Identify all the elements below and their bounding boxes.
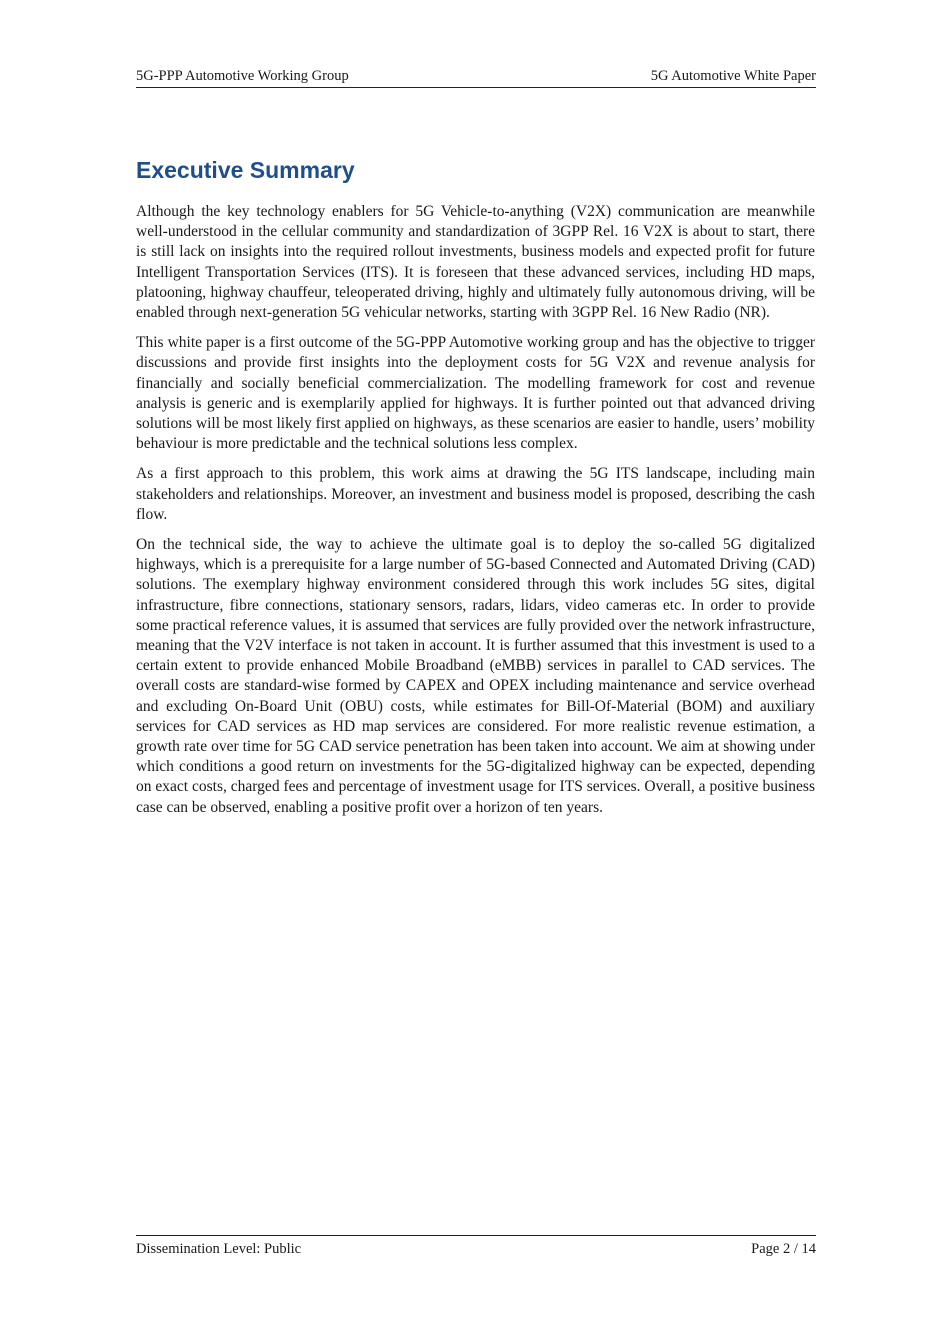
page-footer — [136, 1235, 816, 1260]
paragraph-3: As a first approach to this problem, this work aims at drawing the 5G ITS landscape, including main stakeholders and relationships. Moreover, an investment and business model is proposed, describing the cash flow. — [136, 465, 815, 523]
paragraph-2: This white paper is a first outcome of the 5G-PPP Automotive working group and has the objective to trigger discussions and provide first insights into the deployment costs for 5G V2X and revenue analysis for financially and socially beneficial commercialization. The modelling framework for cost and revenue analysis is generic and is exemplarily applied for highways. It is further pointed out that advanced driving solutions will be most likely first applied on highways, as these scenarios are easier to handle, users’ mobility behaviour is more predictable and the technical solutions less complex. — [136, 334, 815, 453]
footer-page-number: Page 2 / 14 — [751, 1241, 816, 1257]
footer-dissemination-level: Dissemination Level: Public — [136, 1241, 302, 1257]
header-document-title: 5G Automotive White Paper — [650, 68, 816, 84]
page-header — [136, 68, 816, 88]
header-working-group: 5G-PPP Automotive Working Group — [136, 68, 349, 84]
paragraph-4: On the technical side, the way to achieve the ultimate goal is to deploy the so-called 5G digitalized highways, which is a prerequisite for a large number of 5G-based Connected and Automated Driving (CAD) solutions. The exemplary highway environment considered through this work includes 5G sites, digital infrastructure, fibre connections, stationary sensors, radars, lidars, video cameras etc. In order to provide some practical reference values, it is assumed that services are fully provided over the network infrastructure, meaning that the V2V interface is not taken in account. It is further assumed that this investment is used to a certain extent to provide enhanced Mobile Broadband (eMBB) services in parallel to CAD services. The overall costs are standard-wise formed by CAPEX and OPEX including maintenance and service overhead and excluding On-Board Unit (OBU) costs, while estimates for Bill-Of-Material (BOM) and auxiliary services for CAD services as HD map services are considered. For more realistic revenue estimation, a growth rate over time for 5G CAD service penetration has been taken into account. We aim at showing under which conditions a good return on investments for the 5G-digitalized highway can be expected, depending on exact costs, charged fees and percentage of investment usage for ITS services. Overall, a positive business case can be observed, enabling a positive profit over a horizon of ten years. — [136, 536, 815, 816]
paragraph-1: Although the key technology enablers for 5G Vehicle-to-anything (V2X) communication are meanwhile well-understood in the cellular community and standardization of 3GPP Rel. 16 V2X is about to start, there is still lack on insights into the required rollout investments, business models and expected profit for future Intelligent Transportation Services (ITS). It is foreseen that these advanced services, including HD maps, platooning, highway chauffeur, teleoperated driving, highly and ultimately fully autonomous driving, will be enabled through next-generation 5G vehicular networks, starting with 3GPP Rel. 16 New Radio (NR). — [136, 203, 815, 322]
section-title: Executive Summary — [136, 157, 355, 183]
body-text — [136, 202, 815, 828]
